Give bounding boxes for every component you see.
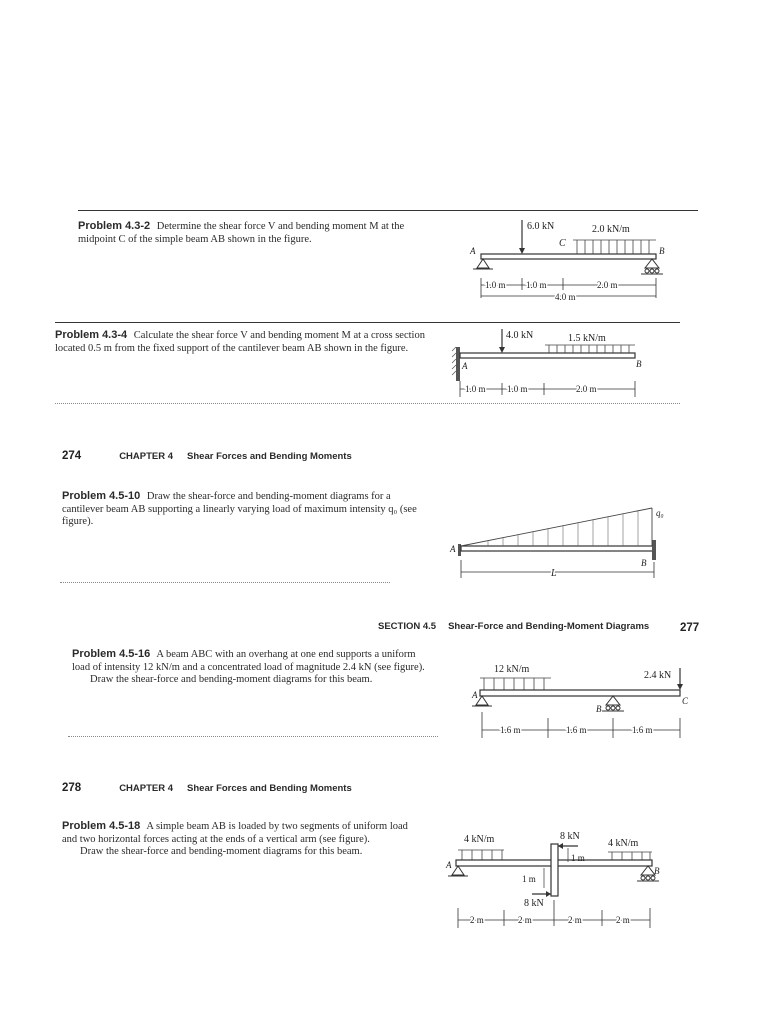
dim-3: 2.0 m (576, 384, 597, 394)
page-header-278 (62, 778, 462, 796)
load-q2-label: 4 kN/m (608, 838, 639, 849)
point-a-label: A (446, 860, 452, 870)
dim-total: 4.0 m (555, 292, 576, 302)
dim-l: L (551, 568, 557, 579)
dim-2: 2 m (518, 915, 532, 925)
beam-end (652, 540, 656, 560)
problem-4-3-4 (55, 329, 425, 355)
beam (481, 254, 656, 259)
dimension-line (461, 560, 654, 578)
problem-title: Problem 4.5-10 (62, 490, 141, 502)
page-header-274 (62, 446, 462, 464)
point-b-label: B (636, 359, 642, 369)
distributed-load (573, 240, 656, 254)
arrowhead (519, 248, 525, 254)
point-b-label: B (659, 246, 665, 256)
problem-text-2: Draw the shear-force and bending-moment diagrams for this beam. (80, 846, 363, 857)
figure-4-3-4 (450, 325, 650, 425)
problem-4-3-2 (78, 220, 428, 246)
rule-top-1 (78, 210, 698, 211)
problem-text: Draw the shear-force and bending-moment diagrams for a cantilever beam AB supporting a linearly varying load of maximum intensity q₀ (see figure). (62, 491, 417, 527)
chapter-title: Shear Forces and Bending Moments (187, 451, 352, 462)
dim-4: 2 m (616, 915, 630, 925)
point-c-label: C (682, 696, 688, 706)
dim-3: 2 m (568, 915, 582, 925)
load-p-label: 2.4 kN (644, 670, 672, 681)
force-top-label: 8 kN (560, 831, 580, 842)
chapter-title: Shear Forces and Bending Moments (187, 783, 352, 794)
point-c-label: C (559, 238, 566, 249)
pin-support (477, 259, 489, 268)
point-b-label: B (641, 558, 647, 568)
problem-text: Determine the shear force V and bending moment M at the midpoint C of the simple beam AB shown in the figure. (78, 221, 405, 245)
dim-2: 1.0 m (526, 280, 547, 290)
problem-text: A simple beam AB is loaded by two segments of uniform load and two horizontal forces acting at the ends of a vertical arm (see figure). (62, 821, 408, 845)
force-bot-label: 8 kN (524, 898, 544, 909)
roller-support (645, 259, 659, 268)
point-a-label: A (450, 544, 456, 554)
pin-support (452, 866, 464, 875)
dim-1: 1.0 m (465, 384, 486, 394)
problem-title: Problem 4.5-18 (62, 820, 141, 832)
load-q-label: 1.5 kN/m (568, 333, 606, 344)
dim-2: 1.6 m (566, 725, 587, 735)
chapter-label: CHAPTER 4 (119, 451, 174, 462)
figure-4-3-2 (455, 212, 680, 304)
dim-2: 1.0 m (507, 384, 528, 394)
problem-title: Problem 4.3-4 (55, 329, 128, 341)
problem-4-5-10 (62, 490, 430, 529)
dim-1: 2 m (470, 915, 484, 925)
beam (461, 546, 654, 551)
distributed-load-right (608, 852, 652, 860)
load-q1-label: 4 kN/m (464, 834, 495, 845)
figure-4-5-16 (458, 660, 688, 750)
problem-text: A beam ABC with an overhang at one end supports a uniform load of intensity 12 kN/m and a concentrated load of magnitude 2.4 kN (see figure). (72, 649, 425, 673)
pin-support (476, 696, 488, 705)
point-a-label: A (462, 361, 468, 371)
arm-down-label: 1 m (522, 874, 536, 884)
problem-4-5-18 (62, 820, 424, 859)
problem-title: Problem 4.5-16 (72, 648, 151, 660)
roller-support (606, 696, 620, 705)
beam (480, 690, 680, 696)
chapter-label: CHAPTER 4 (119, 783, 174, 794)
distributed-load (480, 678, 551, 690)
point-b-label: B (654, 866, 660, 876)
load-p-label: 4.0 kN (506, 330, 534, 341)
page-number: 278 (62, 782, 82, 794)
dim-1: 1.6 m (500, 725, 521, 735)
load-q-label: 2.0 kN/m (592, 224, 630, 235)
point-a-label: A (470, 246, 476, 256)
dimension-lines (460, 381, 635, 397)
problem-text: Calculate the shear force V and bending moment M at a cross section located 0.5 m from the fixed support of the cantilever beam AB shown in the figure. (55, 330, 425, 354)
load-p-label: 6.0 kN (527, 221, 555, 232)
load-q0-label: q₀ (656, 508, 664, 518)
figure-4-5-18 (440, 828, 670, 934)
vertical-arm (551, 844, 558, 896)
point-a-label: A (472, 690, 478, 700)
page-number: 274 (62, 450, 82, 462)
page-number: 277 (680, 622, 700, 634)
dim-1: 1.0 m (485, 280, 506, 290)
dim-3: 1.6 m (632, 725, 653, 735)
roller-support (641, 866, 655, 875)
problem-text-2: Draw the shear-force and bending-moment diagrams for this beam. (90, 674, 373, 685)
figure-4-5-10 (448, 500, 678, 585)
beam (460, 353, 635, 358)
dotted-rule (68, 736, 438, 737)
section-label: SECTION 4.5 (378, 621, 437, 632)
dotted-rule (60, 582, 390, 583)
problem-4-5-16 (72, 648, 432, 687)
load-slope (461, 508, 652, 546)
distributed-load (545, 345, 635, 353)
page-header-277 (378, 616, 708, 634)
dotted-rule (55, 403, 680, 404)
load-q-label: 12 kN/m (494, 664, 530, 675)
section-title: Shear-Force and Bending-Moment Diagrams (448, 621, 650, 632)
point-b-label: B (596, 704, 602, 714)
distributed-load (488, 511, 638, 546)
arm-up-label: 1 m (571, 853, 585, 863)
rule-2 (55, 322, 680, 323)
fixed-support (456, 347, 460, 381)
problem-title: Problem 4.3-2 (78, 220, 151, 232)
distributed-load-left (458, 850, 504, 860)
dim-3: 2.0 m (597, 280, 618, 290)
